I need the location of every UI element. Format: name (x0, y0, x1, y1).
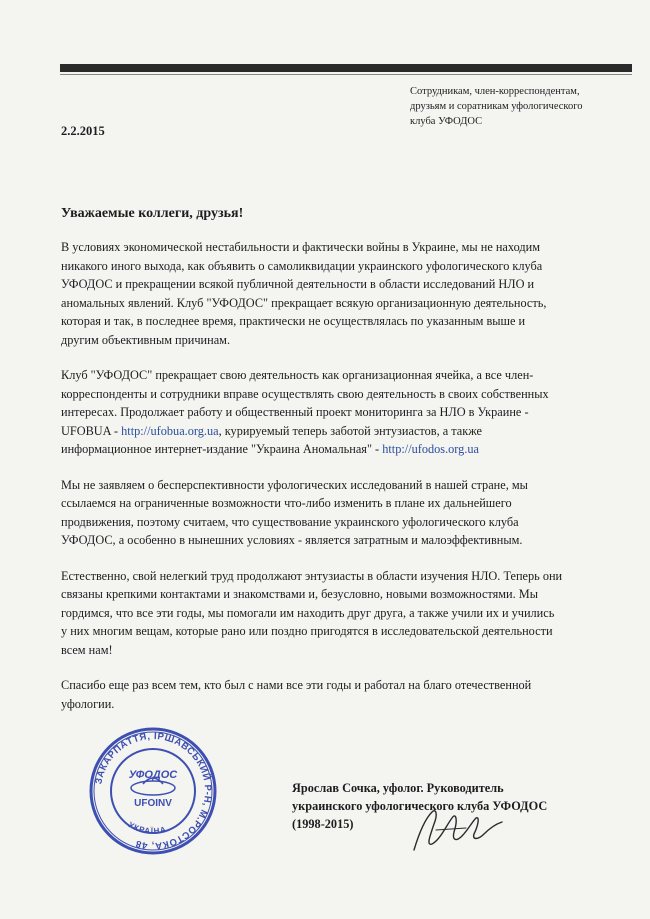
text-fragment: , курируемый теперь заботой энтузиастов, а также (218, 423, 482, 438)
signature-line: украинского уфологического клуба УФОДОС (292, 799, 548, 813)
text-line: всем нам! (61, 642, 113, 657)
text-line: Клуб "УФОДОС" прекращает свою деятельность как организационная ячейка, а все член- (61, 368, 534, 382)
text-line: УФОДОС и прекращении всякой публичной деятельности в области исследований НЛО и (61, 277, 535, 291)
header-rule (60, 74, 632, 75)
text-line: другим объективным причинам. (61, 332, 231, 347)
stamp-center-top: УФОДОС (128, 769, 178, 781)
ufobua-link[interactable]: http://ufobua.org.ua (121, 423, 219, 438)
paragraph-1 (61, 238, 596, 349)
text-line: аномальных явлений. Клуб "УФОДОС" прекращает всякую организационную деятельность, (61, 295, 547, 310)
text-line: Спасибо еще раз всем тем, кто был с нами все эти годы и работал на благо отечественной (61, 678, 532, 692)
ufodos-link[interactable]: http://ufodos.org.ua (382, 442, 480, 456)
paragraph-2 (61, 366, 596, 459)
paragraph-3 (61, 476, 596, 550)
text-line: которая и так, в последнее время, практически не осуществлялась по указанным выше и (61, 314, 526, 328)
recipient-line: клуба УФОДОС (410, 116, 483, 127)
header-bar (60, 64, 632, 72)
text-line (61, 422, 596, 441)
signature-line: (1998-2015) (292, 817, 354, 831)
text-line: связаны крепкими контактами и знакомствами и, безусловно, новыми возможностями. Мы (61, 587, 538, 601)
letter-body (61, 238, 596, 730)
text-line: УФОДОС, а особенно в нынешних условиях - является затратным и малоэффективным. (61, 533, 523, 547)
paragraph-5 (61, 676, 596, 713)
signature-line: Ярослав Сочка, уфолог. Руководитель (292, 781, 504, 795)
recipient-line: Сотрудникам, член-корреспондентам, (410, 86, 580, 97)
stamp-inner-ring (111, 749, 195, 833)
stamp-ring-text: ЗАКАРПАТТЯ, ІРШАВСЬКИЙ Р-Н, М.РОСТОКА, 48 (93, 730, 214, 852)
text-line: уфологии. (61, 696, 115, 711)
text-line: продвижения, поэтому считаем, что существование украинского уфологического клуба (61, 514, 519, 529)
letter-date: 2.2.2015 (61, 124, 105, 138)
text-line: ссылаемся на ограниченные возможности что-либо изменить в плане их дальнейшего (61, 496, 512, 510)
text-line: Естественно, свой нелегкий труд продолжают энтузиасты в области изучения НЛО. Теперь они (61, 568, 563, 583)
recipient-block (410, 84, 625, 129)
text-line: гордимся, что все эти годы, мы помогали им находить друг друга, а также учили их и учились (61, 605, 555, 620)
text-line: Мы не заявляем о бесперспективности уфологических исследований в нашей стране, мы (61, 477, 528, 492)
text-line: у них многим вещам, которые рано или поздно пригодятся в исследовательской деятельности (61, 624, 553, 638)
text-line: В условиях экономической нестабильности и фактически войны в Украине, мы не находим (61, 240, 540, 254)
ufo-saucer-icon (131, 781, 175, 795)
text-fragment: UFOBUA - (61, 423, 122, 438)
paragraph-4 (61, 567, 596, 660)
recipient-line: друзьям и соратникам уфологического (410, 101, 583, 112)
text-line: никакого иного выхода, как объявить о самоликвидации украинского уфологического клуба (61, 258, 543, 273)
text-fragment: информационное интернет-издание "Украина Аномальная" - (61, 442, 383, 456)
stamp-bottom-text: УКРАЇНА (126, 820, 168, 836)
text-line: интересах. Продолжает работу и общественный проект мониторинга за НЛО в Украине - (61, 405, 529, 419)
handwritten-signature (406, 800, 506, 860)
stamp-center-bottom: UFOINV (134, 798, 172, 809)
club-stamp (88, 726, 218, 856)
text-line (61, 440, 596, 459)
greeting: Уважаемые коллеги, друзья! (61, 206, 244, 221)
text-line: корреспонденты и сотрудники вправе осуществлять свою деятельность в своих собственных (61, 386, 549, 401)
